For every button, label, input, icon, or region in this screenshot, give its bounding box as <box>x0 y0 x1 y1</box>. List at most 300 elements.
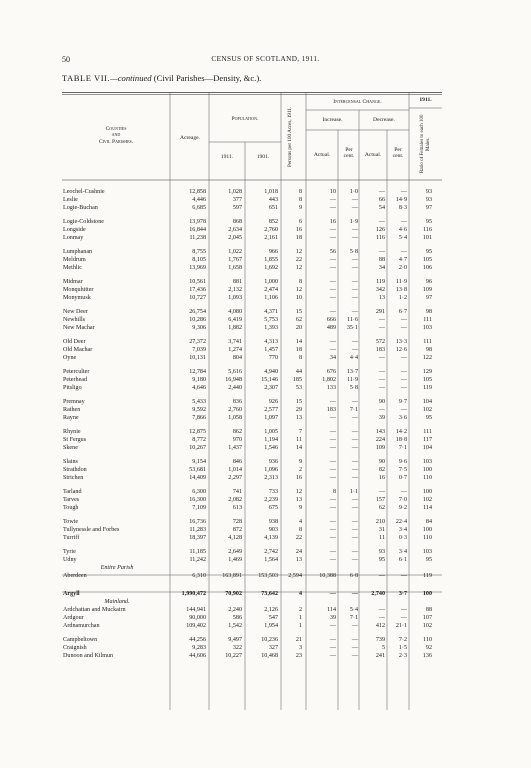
header-population: Population. <box>231 116 259 122</box>
decrease-actual-cell: 572 <box>375 339 385 345</box>
density-cell: 185 <box>292 377 302 383</box>
population-1911-cell: 322 <box>232 645 242 651</box>
ratio-cell: 110 <box>423 535 432 541</box>
ratio-cell: 93 <box>425 189 432 195</box>
acreage-cell: 11,242 <box>189 557 206 563</box>
decrease-percent-cell: 4·6 <box>398 227 407 233</box>
density-cell: 10 <box>295 295 302 301</box>
increase-actual-cell: — <box>329 265 336 271</box>
table-row <box>62 474 472 482</box>
density-cell: 1 <box>298 623 302 629</box>
table-row <box>62 338 472 346</box>
acreage-cell: 8,755 <box>192 249 206 255</box>
acreage-cell: 9,592 <box>192 407 206 413</box>
density-cell: 14 <box>295 445 302 451</box>
ratio-cell: 100 <box>422 489 432 495</box>
increase-percent-cell: 5·4 <box>349 607 358 613</box>
population-1901-cell: 327 <box>268 645 278 651</box>
acreage-cell: 144,941 <box>186 607 206 613</box>
parish-name: Newhills <box>63 317 86 323</box>
parish-name: Monquhitter <box>63 287 94 293</box>
header-increase: Increase. <box>322 117 343 123</box>
table-row <box>62 368 472 376</box>
ratio-cell: 96 <box>425 279 432 285</box>
density-cell: 8 <box>298 355 302 361</box>
decrease-actual-cell: 95 <box>378 557 385 563</box>
acreage-cell: 6,310 <box>192 573 206 579</box>
parish-name: Oyne <box>63 355 77 361</box>
density-cell: 1 <box>298 615 302 621</box>
table-row <box>62 406 472 414</box>
population-1901-cell: 938 <box>268 519 278 525</box>
increase-percent-cell: 1·1 <box>349 489 358 495</box>
decrease-actual-cell: 183 <box>375 347 385 353</box>
decrease-actual-cell: 90 <box>378 459 385 465</box>
population-1901-cell: 1,097 <box>264 415 278 421</box>
table-row <box>62 590 472 598</box>
population-1901-cell: 4,139 <box>264 535 278 541</box>
density-cell: 2,594 <box>288 573 302 579</box>
population-1911-cell: 2,297 <box>228 475 242 481</box>
population-1901-cell: 2,126 <box>264 607 278 613</box>
acreage-cell: 16,844 <box>189 227 206 233</box>
parish-name: Tarves <box>63 497 80 503</box>
table-row <box>62 384 472 392</box>
header-decrease: Decrease. <box>373 117 395 123</box>
increase-percent-cell: — <box>351 535 358 541</box>
ratio-cell: 98 <box>425 309 432 315</box>
increase-percent-cell: — <box>351 279 358 285</box>
parish-name: Meldrum <box>63 257 86 263</box>
increase-actual-cell: 34 <box>329 355 336 361</box>
parish-name: Turriff <box>63 535 80 541</box>
density-cell: 23 <box>295 653 302 659</box>
increase-percent-cell: — <box>351 549 358 555</box>
decrease-percent-cell: — <box>400 407 407 413</box>
table-row <box>62 256 472 264</box>
ratio-cell: 103 <box>422 459 432 465</box>
parish-name: Mainland. <box>104 599 130 605</box>
decrease-actual-cell: 93 <box>378 549 385 555</box>
decrease-percent-cell: 3·7 <box>398 591 407 597</box>
parish-name: Dunoon and Kilmun <box>63 653 114 659</box>
density-cell: 2 <box>298 467 302 473</box>
parish-name: Tough <box>63 505 79 511</box>
table-row <box>62 444 472 452</box>
decrease-actual-cell: 116 <box>376 235 385 241</box>
decrease-percent-cell: 6·7 <box>398 309 407 315</box>
acreage-cell: 9,306 <box>192 325 206 331</box>
density-cell: 18 <box>295 347 302 353</box>
density-cell: 8 <box>298 279 302 285</box>
table-row <box>62 346 472 354</box>
ratio-cell: 100 <box>422 527 432 533</box>
parish-name: Ardchattan and Muckairn <box>63 607 126 613</box>
page-number: 50 <box>62 55 70 64</box>
population-1901-cell: 2,239 <box>264 497 278 503</box>
population-1901-cell: 4,371 <box>264 309 278 315</box>
population-1911-cell: 2,440 <box>228 385 242 391</box>
table-row <box>62 488 472 496</box>
population-1901-cell: 5,753 <box>264 317 278 323</box>
population-1901-cell: 4,940 <box>264 369 278 375</box>
table-row <box>62 428 472 436</box>
acreage-cell: 44,256 <box>189 637 206 643</box>
density-cell: 13 <box>295 415 302 421</box>
acreage-cell: 11,238 <box>189 235 206 241</box>
population-1901-cell: 2,161 <box>264 235 278 241</box>
decrease-percent-cell: 7·5 <box>398 467 407 473</box>
population-1911-cell: 1,542 <box>228 623 242 629</box>
increase-actual-cell: — <box>329 653 336 659</box>
density-cell: 12 <box>295 489 302 495</box>
density-cell: 9 <box>298 205 302 211</box>
table-row <box>62 248 472 256</box>
population-1901-cell: 926 <box>268 399 278 405</box>
increase-percent-cell: 4·4 <box>349 355 358 361</box>
increase-percent-cell: 35·1 <box>346 325 358 331</box>
ratio-cell: 103 <box>422 325 432 331</box>
population-1911-cell: 1,014 <box>228 467 242 473</box>
parish-name: Aberdeen <box>63 573 87 579</box>
table-row <box>62 598 472 606</box>
table-label: TABLE VII. <box>62 73 111 83</box>
population-1911-cell: 586 <box>232 615 242 621</box>
increase-actual-cell: — <box>329 235 336 241</box>
acreage-cell: 44,606 <box>189 653 206 659</box>
population-1901-cell: 1,692 <box>264 265 278 271</box>
increase-actual-cell: 676 <box>326 369 336 375</box>
table-row <box>62 308 472 316</box>
table-row <box>62 526 472 534</box>
decrease-actual-cell: 16 <box>378 475 385 481</box>
population-1911-cell: 836 <box>232 399 242 405</box>
increase-percent-cell: — <box>351 257 358 263</box>
increase-actual-cell: — <box>329 535 336 541</box>
ratio-cell: 95 <box>425 415 432 421</box>
table-row <box>62 294 472 302</box>
increase-percent-cell: 5·8 <box>349 385 358 391</box>
acreage-cell: 13,969 <box>189 265 206 271</box>
table-row <box>62 622 472 630</box>
parish-name: Leochel-Cushnie <box>63 189 105 195</box>
acreage-cell: 6,300 <box>192 489 206 495</box>
decrease-percent-cell: 0·7 <box>398 475 407 481</box>
decrease-actual-cell: 241 <box>375 653 385 659</box>
table-title <box>62 73 261 83</box>
decrease-actual-cell: 291 <box>375 309 385 315</box>
density-cell: 9 <box>298 459 302 465</box>
decrease-percent-cell: 7·1 <box>398 445 407 451</box>
population-1911-cell: 613 <box>232 505 242 511</box>
population-1911-cell: 377 <box>232 197 242 203</box>
population-1901-cell: 1,954 <box>264 623 278 629</box>
decrease-actual-cell: 13 <box>378 295 385 301</box>
parish-name: Slains <box>63 459 78 465</box>
parish-name: Towie <box>63 519 79 525</box>
acreage-cell: 7,109 <box>192 505 206 511</box>
population-1911-cell: 3,741 <box>228 339 242 345</box>
decrease-percent-cell: — <box>400 385 407 391</box>
population-1911-cell: 1,658 <box>228 265 242 271</box>
parish-name: Monymusk <box>63 295 91 301</box>
ratio-cell: 102 <box>422 623 432 629</box>
decrease-actual-cell: 66 <box>378 197 385 203</box>
acreage-cell: 12,858 <box>189 189 206 195</box>
increase-percent-cell: 1·9 <box>349 219 358 225</box>
acreage-cell: 10,286 <box>189 317 206 323</box>
population-1911-cell: 2,649 <box>228 549 242 555</box>
decrease-actual-cell: — <box>378 407 385 413</box>
decrease-percent-cell: 13·8 <box>395 287 407 293</box>
ratio-cell: 95 <box>425 219 432 225</box>
population-1911-cell: 1,437 <box>228 445 242 451</box>
decrease-percent-cell: — <box>400 573 407 579</box>
table-row <box>62 286 472 294</box>
population-1901-cell: 2,307 <box>264 385 278 391</box>
acreage-cell: 14,409 <box>189 475 206 481</box>
population-1911-cell: 1,767 <box>228 257 242 263</box>
acreage-cell: 8,772 <box>192 437 206 443</box>
header-counties: Counties and Civil Parishes. <box>98 126 134 145</box>
table-row <box>62 354 472 362</box>
decrease-percent-cell: — <box>400 615 407 621</box>
table-row <box>62 278 472 286</box>
population-1901-cell: 1,106 <box>264 295 278 301</box>
ratio-cell: 119 <box>423 385 432 391</box>
ratio-cell: 111 <box>423 339 432 345</box>
increase-percent-cell: — <box>351 287 358 293</box>
population-1911-cell: 1,882 <box>228 325 242 331</box>
increase-percent-cell: — <box>351 227 358 233</box>
acreage-cell: 7,866 <box>192 415 206 421</box>
increase-actual-cell: — <box>329 415 336 421</box>
increase-actual-cell: 489 <box>326 325 336 331</box>
increase-actual-cell: 183 <box>326 407 336 413</box>
population-1911-cell: 2,240 <box>228 607 242 613</box>
population-1911-cell: 862 <box>232 429 242 435</box>
table-row <box>62 204 472 212</box>
table-row <box>62 556 472 564</box>
decrease-percent-cell: 21·1 <box>395 623 407 629</box>
increase-percent-cell: 13·7 <box>346 369 358 375</box>
table-row <box>62 636 472 644</box>
table-row <box>62 466 472 474</box>
ratio-cell: 97 <box>425 205 432 211</box>
acreage-cell: 9,180 <box>192 377 206 383</box>
decrease-actual-cell: 412 <box>375 623 385 629</box>
population-1901-cell: 2,577 <box>264 407 278 413</box>
increase-actual-cell: — <box>329 205 336 211</box>
ratio-cell: 110 <box>423 637 432 643</box>
population-1901-cell: 2,742 <box>264 549 278 555</box>
increase-percent-cell: — <box>351 399 358 405</box>
table-continued: —continued <box>110 73 152 83</box>
ratio-cell: 95 <box>425 557 432 563</box>
acreage-cell: 5,433 <box>192 399 206 405</box>
table-row <box>62 652 472 660</box>
density-cell: 14 <box>295 339 302 345</box>
population-1901-cell: 1,096 <box>264 467 278 473</box>
increase-actual-cell: 114 <box>327 607 336 613</box>
acreage-cell: 109,402 <box>186 623 206 629</box>
increase-actual-cell: — <box>329 475 336 481</box>
header-percent-increase: Per cent. <box>343 147 355 160</box>
acreage-cell: 90,000 <box>189 615 206 621</box>
density-cell: 8 <box>298 527 302 533</box>
density-cell: 11 <box>296 437 302 443</box>
parish-name: Argyll <box>63 591 80 597</box>
increase-percent-cell: 11·6 <box>347 317 358 323</box>
decrease-percent-cell: 1·2 <box>398 295 407 301</box>
decrease-actual-cell: — <box>378 189 385 195</box>
population-1901-cell: 10,468 <box>261 653 278 659</box>
decrease-percent-cell: 3·6 <box>398 415 407 421</box>
population-1911-cell: 10,227 <box>225 653 242 659</box>
population-1911-cell: 804 <box>232 355 242 361</box>
parish-name: Logie-Coldstone <box>63 219 104 225</box>
decrease-percent-cell: 4·7 <box>398 257 407 263</box>
increase-actual-cell: — <box>329 437 336 443</box>
acreage-cell: 7,039 <box>192 347 206 353</box>
table-row <box>62 196 472 204</box>
increase-percent-cell: — <box>351 637 358 643</box>
acreage-cell: 10,267 <box>189 445 206 451</box>
table-row <box>62 458 472 466</box>
table-row <box>62 324 472 332</box>
decrease-percent-cell: 0·3 <box>398 535 407 541</box>
table-row <box>62 376 472 384</box>
parish-name: Longside <box>63 227 86 233</box>
population-1901-cell: 675 <box>268 505 278 511</box>
decrease-actual-cell: 109 <box>375 445 385 451</box>
acreage-cell: 26,754 <box>189 309 206 315</box>
header-intercensal: Intercensal Change. <box>333 99 382 105</box>
ratio-cell: 117 <box>423 437 432 443</box>
population-1901-cell: 852 <box>268 219 278 225</box>
increase-percent-cell: 6·8 <box>349 573 358 579</box>
increase-percent-cell: 11·9 <box>347 377 358 383</box>
density-cell: 6 <box>298 219 302 225</box>
increase-percent-cell: — <box>351 309 358 315</box>
decrease-actual-cell: — <box>378 607 385 613</box>
population-1911-cell: 4,080 <box>228 309 242 315</box>
increase-actual-cell: — <box>329 459 336 465</box>
population-1901-cell: 1,194 <box>264 437 278 443</box>
decrease-actual-cell: 34 <box>378 265 385 271</box>
decrease-percent-cell: 14·2 <box>395 429 407 435</box>
increase-percent-cell: 1·0 <box>349 189 358 195</box>
population-1901-cell: 1,564 <box>264 557 278 563</box>
density-cell: 16 <box>295 475 302 481</box>
population-1911-cell: 163,891 <box>222 573 242 579</box>
parish-name: Rhynie <box>63 429 81 435</box>
increase-percent-cell: — <box>351 347 358 353</box>
decrease-percent-cell: 13·3 <box>395 339 407 345</box>
parish-name: New Machar <box>63 325 95 331</box>
population-1901-cell: 733 <box>268 489 278 495</box>
population-1911-cell: 881 <box>232 279 242 285</box>
density-cell: 62 <box>295 317 302 323</box>
ratio-cell: 104 <box>422 445 432 451</box>
ratio-cell: 100 <box>422 591 432 597</box>
parish-name: Peterhead <box>63 377 88 383</box>
population-1901-cell: 1,005 <box>264 429 278 435</box>
population-1901-cell: 966 <box>268 249 278 255</box>
acreage-cell: 18,397 <box>189 535 206 541</box>
population-1901-cell: 153,503 <box>258 573 278 579</box>
increase-actual-cell: 133 <box>326 385 336 391</box>
increase-actual-cell: — <box>329 467 336 473</box>
ratio-cell: 102 <box>422 407 432 413</box>
increase-actual-cell: — <box>329 295 336 301</box>
acreage-cell: 17,436 <box>189 287 206 293</box>
acreage-cell: 12,784 <box>189 369 206 375</box>
decrease-percent-cell: — <box>400 607 407 613</box>
population-1911-cell: 16,948 <box>225 377 242 383</box>
decrease-actual-cell: 5 <box>381 645 385 651</box>
increase-actual-cell: 39 <box>329 615 336 621</box>
density-cell: 9 <box>298 505 302 511</box>
population-1901-cell: 770 <box>268 355 278 361</box>
parish-name: Rathen <box>63 407 81 413</box>
decrease-actual-cell: 90 <box>378 399 385 405</box>
decrease-actual-cell: — <box>378 573 385 579</box>
ratio-cell: 114 <box>423 505 432 511</box>
population-1901-cell: 1,018 <box>264 189 278 195</box>
increase-actual-cell: — <box>329 549 336 555</box>
acreage-cell: 8,105 <box>192 257 206 263</box>
parish-name: Rayne <box>63 415 79 421</box>
population-1901-cell: 15,146 <box>261 377 278 383</box>
decrease-percent-cell: 1·5 <box>398 645 407 651</box>
decrease-actual-cell: — <box>378 615 385 621</box>
parish-name: Peterculter <box>63 369 90 375</box>
table-row <box>62 614 472 622</box>
population-1911-cell: 1,469 <box>228 557 242 563</box>
increase-percent-cell: — <box>351 467 358 473</box>
increase-percent-cell: — <box>351 497 358 503</box>
acreage-cell: 13,978 <box>189 219 206 225</box>
table-row <box>62 606 472 614</box>
table-row <box>62 188 472 196</box>
increase-actual-cell: — <box>329 197 336 203</box>
increase-percent-cell: — <box>351 295 358 301</box>
parish-name: Old Deer <box>63 339 86 345</box>
parish-name: Lonmay <box>63 235 84 241</box>
increase-actual-cell: — <box>329 637 336 643</box>
table-subtitle: (Civil Parishes—Density, &c.). <box>153 73 262 83</box>
increase-percent-cell: — <box>351 205 358 211</box>
header-actual-decrease: Actual. <box>364 152 382 158</box>
parish-name: Skene <box>63 445 78 451</box>
increase-actual-cell: — <box>329 287 336 293</box>
density-cell: 8 <box>298 189 302 195</box>
population-1901-cell: 73,642 <box>261 591 278 597</box>
decrease-percent-cell: 9·2 <box>398 505 407 511</box>
table-row <box>62 226 472 234</box>
decrease-percent-cell: — <box>400 325 407 331</box>
ratio-cell: 105 <box>422 377 432 383</box>
header-pop-1901: 1901. <box>256 154 270 160</box>
decrease-actual-cell: 31 <box>378 527 385 533</box>
decrease-actual-cell: — <box>378 385 385 391</box>
ratio-cell: 119 <box>423 573 432 579</box>
parish-name: St Fergus <box>63 437 87 443</box>
decrease-percent-cell: 2·3 <box>398 653 407 659</box>
parish-name: Craignish <box>63 645 87 651</box>
decrease-actual-cell: — <box>378 325 385 331</box>
